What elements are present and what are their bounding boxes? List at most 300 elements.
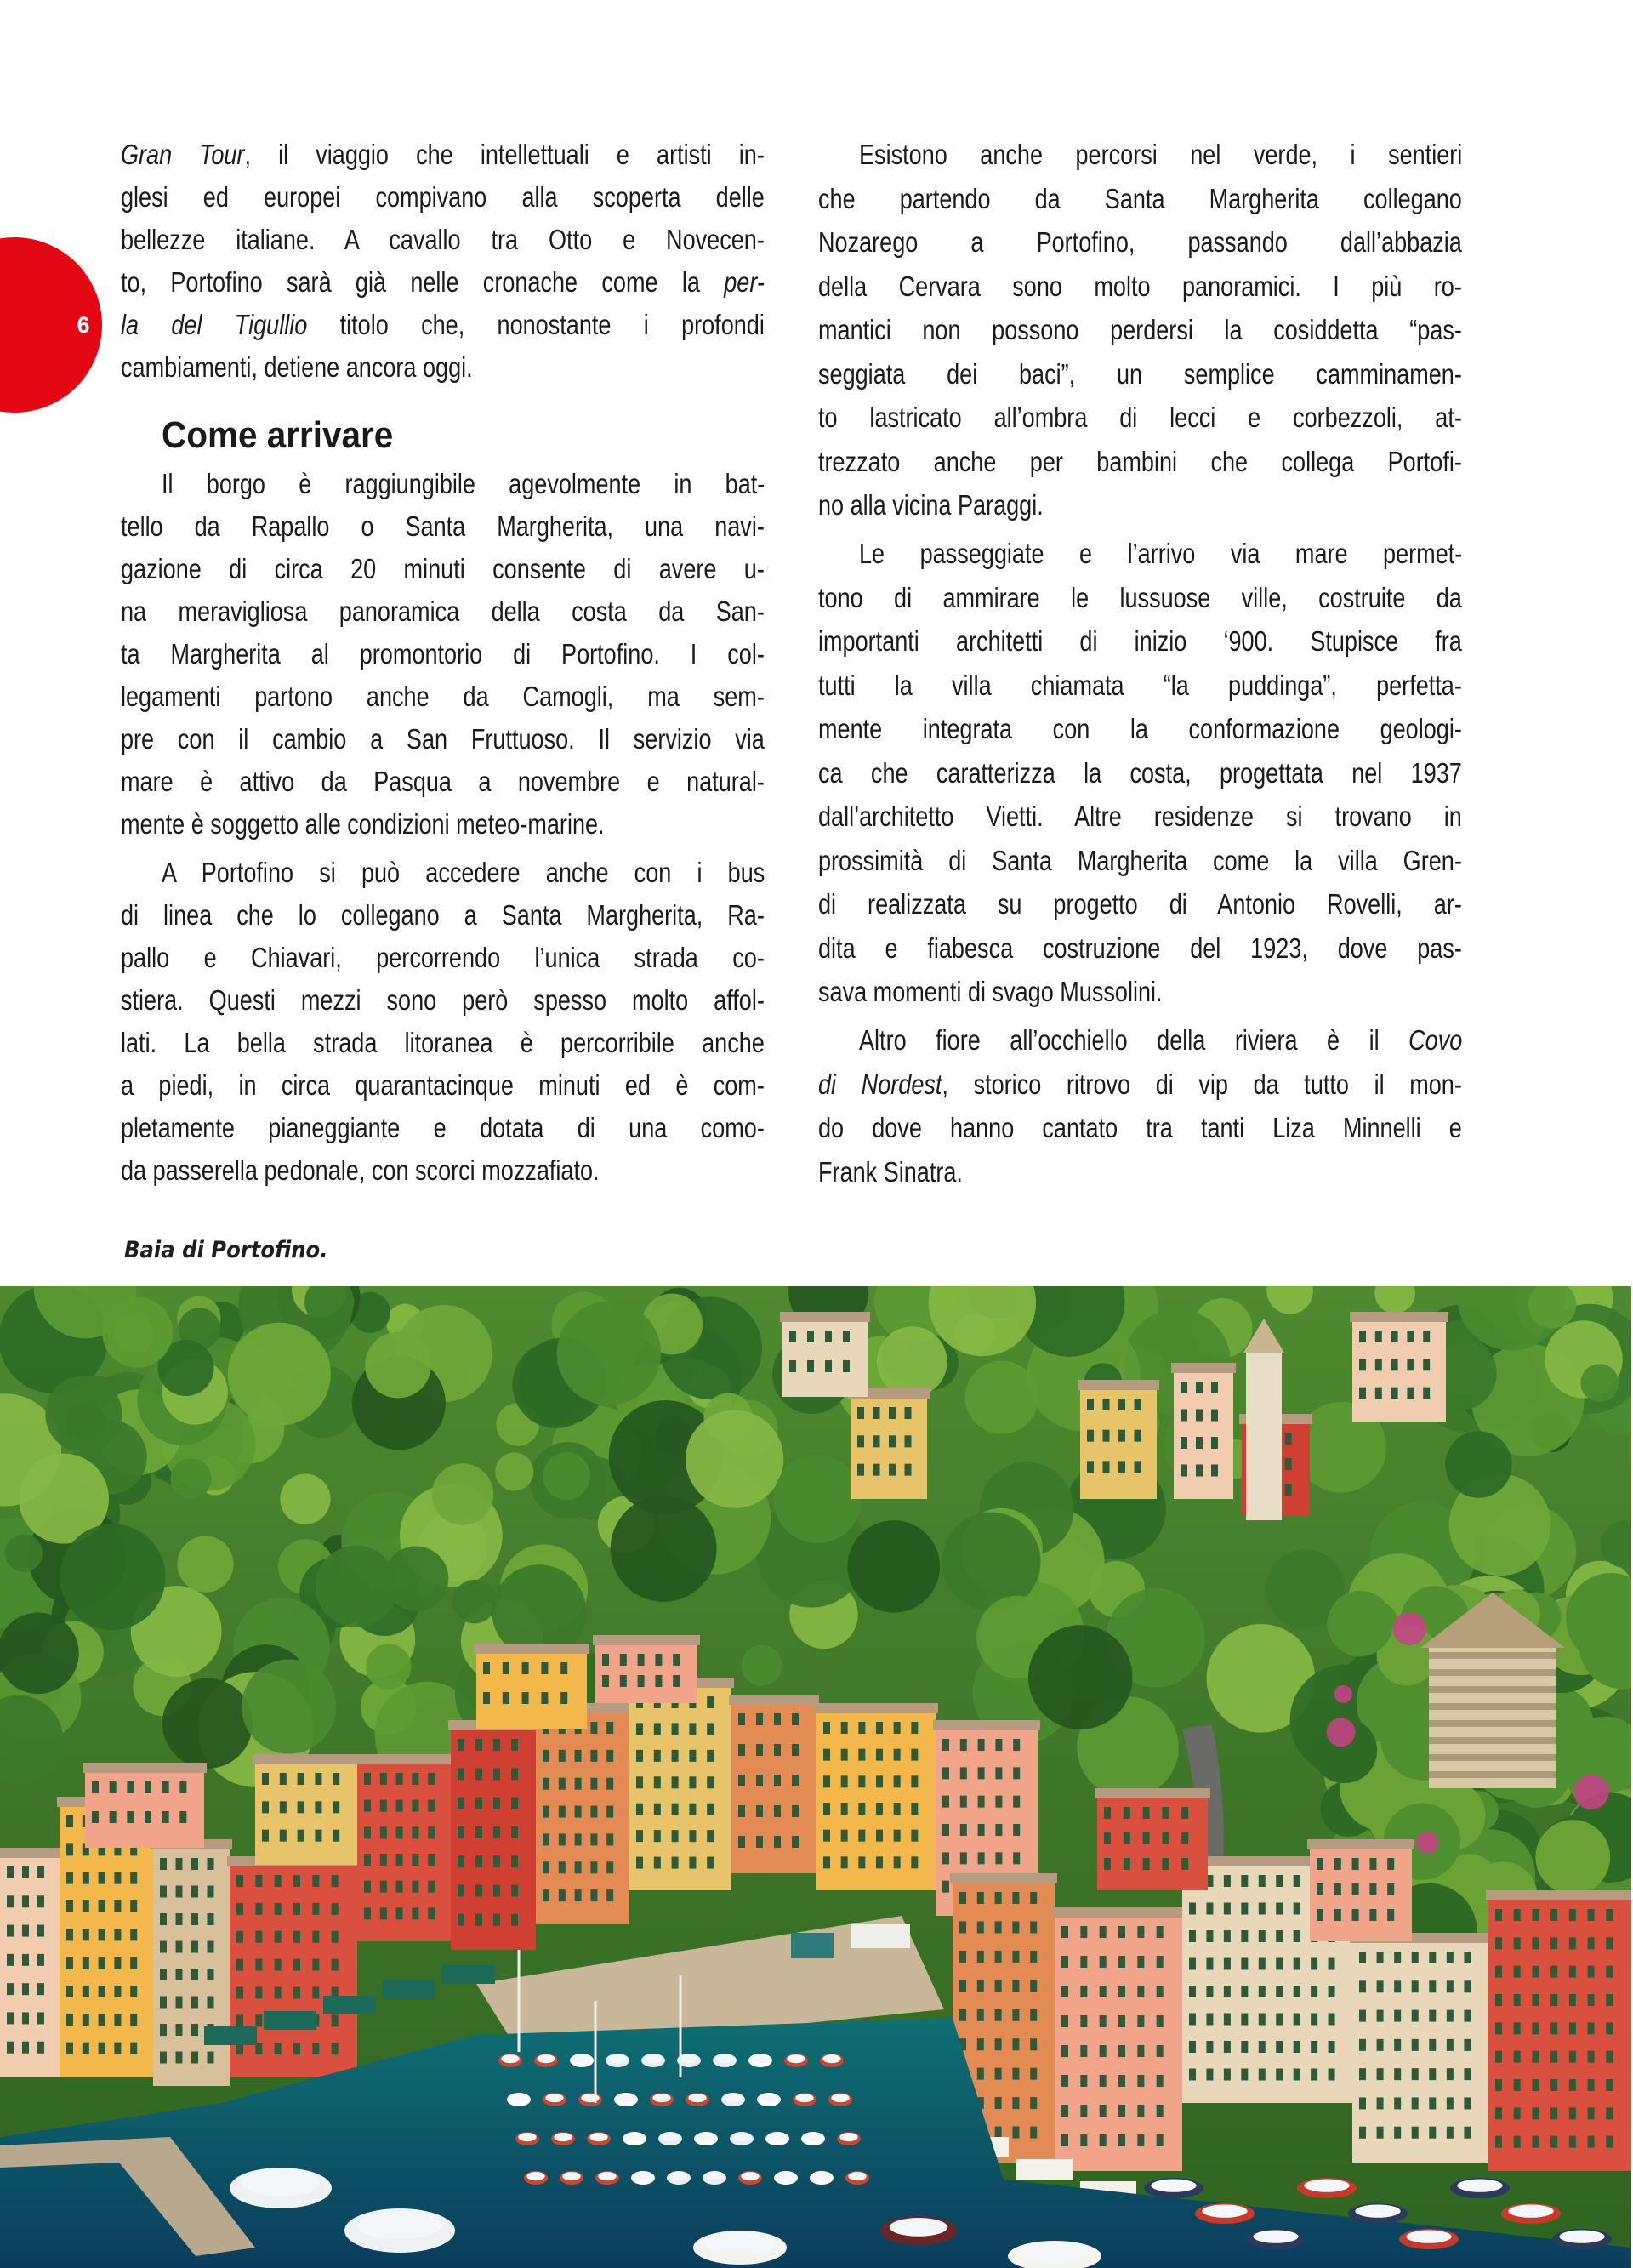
boat-deck [1355,2204,1400,2217]
window-shutter [1464,2097,1471,2109]
window-shutter [977,1980,984,1992]
window-shutter [1080,2045,1087,2057]
text-line-content: Il borgo è raggiungibile agevolmente in bat- [162,468,765,499]
window-shutter [689,1804,696,1815]
text-line [818,396,1462,439]
window-shutter [1013,1852,1020,1864]
text-line [121,633,765,675]
window-shutter [176,2024,183,2036]
window-shutter [1407,1388,1414,1399]
boat-deck [777,2172,794,2180]
window-shutter [130,2043,137,2054]
boat-deck [831,2094,849,2102]
window-shutter [1394,2097,1401,2109]
window-shutter [543,1861,549,1873]
text-line-content: mare è attivo da Pasqua a novembre e natural- [121,766,765,797]
window-shutter [911,1830,918,1842]
window-shutter [843,1360,850,1372]
window-shutter [255,1903,262,1915]
window-shutter [511,1884,518,1896]
boat-deck [1508,2204,1553,2217]
window-shutter [654,1804,661,1815]
window-shutter [1211,1437,1218,1449]
window-shutter [1157,2134,1164,2146]
window-shutter [1224,1958,1231,1970]
window-shutter [1532,1966,1539,1978]
section-heading: Come arrivare [162,414,394,456]
window-shutter [858,1775,865,1787]
window-shutter [1224,1930,1231,1942]
window-shutter [1137,1956,1144,1968]
window-shutter [191,1913,198,1925]
window-shutter [458,1884,464,1896]
window-shutter [995,2009,1002,2021]
window-shutter [707,1776,714,1788]
window-shutter [1118,1461,1125,1473]
window-shutter [1359,2039,1366,2051]
window-shutter [483,1662,490,1674]
window-shutter [1162,1832,1169,1844]
window-shutter [1100,2134,1107,2146]
window-shutter [1294,2041,1300,2053]
window-shutter [1429,1980,1436,1992]
window-shutter [1569,1966,1576,1978]
text-line [121,937,765,979]
window-shutter [1606,2136,1613,2148]
text-line [121,1022,765,1064]
text-line-content: ta Margherita al promontorio di Portofino. I col- [121,638,765,670]
roof [253,1754,360,1764]
window-shutter [774,1713,781,1725]
window-shutter [396,1881,403,1893]
window-shutter [590,1861,597,1873]
text-line-content: pletamente pianeggiante e dotata di una como- [121,1112,765,1143]
window-shutter [298,1830,304,1842]
window-shutter [590,1778,597,1790]
window-shutter [606,1861,613,1873]
window-shutter [942,1824,949,1836]
window-shutter [1514,1937,1521,1949]
text-line-content: tello da Rapallo o Santa Margherita, una navi- [121,510,765,542]
window-shutter [1588,2107,1595,2119]
window-shutter [255,1875,262,1887]
text-line-content: sava momenti di svago Mussolini. [818,976,1163,1007]
window-shutter [1412,2039,1419,2051]
window-shutter [894,1856,901,1868]
window-shutter [995,1980,1002,1992]
window-shutter [380,1800,387,1812]
text-line-content: Esistono anche percorsi nel verde, i sentieri [859,139,1463,170]
window-shutter [1137,1926,1144,1938]
window-shutter [756,1775,763,1786]
window-shutter [1412,1952,1419,1963]
window-shutter [1532,2079,1539,2091]
window-shutter [114,1929,121,1940]
window-shutter [364,1881,371,1893]
window-shutter [672,1776,679,1788]
window-shutter [1030,1921,1037,1933]
window-shutter [22,2012,29,2024]
window-shutter [978,1824,985,1836]
white-umbrella [851,1924,910,1948]
window-shutter [636,1804,643,1815]
window-shutter [1181,1382,1187,1393]
window-shutter [312,1986,319,1998]
window-shutter [1394,2127,1401,2139]
window-shutter [1012,2097,1019,2109]
text-line [121,548,765,590]
window-shutter [522,1692,529,1704]
window-shutter [1514,2079,1521,2091]
window-shutter [1606,2107,1613,2119]
window-shutter [312,1875,319,1887]
window-shutter [1359,2010,1366,2022]
window-shutter [275,1931,282,1943]
flower-bush [1573,1775,1608,1809]
window-shutter [1550,1909,1557,1921]
window-shutter [22,1925,29,1937]
window-shutter [911,1775,918,1787]
window-shutter [575,1861,582,1873]
flower-bush [1393,1612,1426,1645]
window-shutter [942,1796,949,1808]
text-line [121,1107,765,1149]
window-shutter [1030,2127,1037,2139]
window-shutter [511,1798,518,1809]
text-line-content: do dove hanno cantato tra tanti Liza Minnelli e [818,1112,1462,1143]
window-shutter [792,1805,799,1817]
window-shutter [792,1836,799,1848]
window-shutter [1550,2079,1557,2091]
window-shutter [977,1892,984,1904]
window-shutter [1532,1994,1539,2006]
window-shutter [458,1914,464,1926]
roof [950,1873,1057,1883]
window-shutter [825,1331,832,1342]
window-shutter [857,1435,864,1447]
window-shutter [905,1407,912,1419]
window-shutter [1387,1858,1394,1870]
text-line [121,675,765,718]
window-shutter [654,1857,661,1869]
window-shutter [1412,2127,1419,2139]
window-shutter [130,1929,137,1940]
window-shutter [1569,2051,1576,2063]
boat-deck [768,2133,786,2141]
window-shutter [1224,1986,1231,1997]
text-line [121,718,765,761]
window-shutter [1412,1980,1419,1992]
awning [323,1996,376,2014]
window-shutter [483,1692,490,1704]
text-line-content: na meravigliosa panoramica della costa da San- [121,595,765,627]
boat-deck [572,2054,590,2063]
window-shutter [332,1931,339,1943]
window-shutter [1464,2010,1471,2022]
window-shutter [756,1744,763,1756]
window-shutter [1100,2045,1107,2057]
window-shutter [876,1775,883,1787]
window-shutter [1429,2010,1436,2022]
window-shutter [1391,1359,1398,1370]
window-shutter [995,1951,1002,1963]
window-shutter [995,2038,1002,2050]
window-shutter [1241,1875,1248,1887]
window-shutter [458,1798,464,1809]
text-line [121,590,765,633]
window-shutter [1317,1883,1323,1895]
window-shutter [1550,2022,1557,2034]
window-shutter [1087,1430,1094,1442]
window-shutter [208,1941,214,1953]
window-shutter [1259,2014,1266,2026]
window-shutter [672,1804,679,1815]
boat-deck [1406,2230,1451,2242]
window-shutter [756,1836,763,1848]
boat-deck [518,2133,536,2141]
window-shutter [1206,1958,1213,1970]
awning [204,2026,257,2045]
window-shutter [792,1775,799,1786]
window-shutter [1181,1410,1187,1422]
window-shutter [208,1969,214,1980]
church-stripe [1429,1686,1556,1693]
window-shutter [1359,1359,1366,1370]
window-shutter [7,1954,14,1966]
window-shutter [1030,2068,1037,2080]
window-shutter [1241,2069,1248,2081]
window-shutter [1606,1909,1613,1921]
roof [729,1695,819,1705]
window-shutter [1181,1807,1188,1819]
window-shutter [977,1951,984,1963]
window-shutter [1375,1331,1382,1342]
text-line-content: lati. La bella strada litoranea è percorribile anche [121,1027,765,1058]
window-shutter [83,2014,89,2026]
window-shutter [1311,2069,1317,2081]
window-shutter [380,1907,387,1919]
text-line [121,219,765,261]
window-shutter [255,2014,262,2026]
window-shutter [1080,2105,1087,2117]
window-shutter [293,1903,300,1915]
window-shutter [894,1775,901,1787]
window-shutter [1429,2039,1436,2051]
window-shutter [1103,1461,1110,1473]
window-shutter [876,1722,883,1734]
boat-deck [554,2133,572,2141]
tree-canopy [543,1452,590,1500]
window-shutter [145,1781,151,1793]
window-shutter [841,1856,848,1868]
window-shutter [575,1889,582,1901]
window-shutter [1276,2041,1283,2053]
window-shutter [99,2014,105,2026]
window-shutter [458,1826,464,1838]
window-shutter [575,1778,582,1790]
window-shutter [1137,2105,1144,2117]
window-shutter [894,1722,901,1734]
window-shutter [1189,1930,1196,1942]
window-shutter [1224,1875,1231,1887]
window-shutter [1189,1986,1196,1997]
window-shutter [1532,2107,1539,2119]
window-shutter [1606,2022,1613,2034]
window-shutter [1359,2097,1366,2109]
text-line-content: Altro fiore all’occhiello della riviera è il Covo [859,1024,1463,1056]
window-shutter [1329,1986,1335,1997]
window-shutter [493,1739,500,1751]
window-shutter [312,2043,319,2054]
window-shutter [176,1997,183,2009]
window-shutter [1588,2022,1595,2034]
church-stripe [1429,1737,1556,1744]
window-shutter [1206,2069,1213,2081]
window-shutter [1259,1986,1266,1997]
window-shutter [1359,1388,1366,1399]
window-shutter [1259,1903,1266,1915]
window-shutter [590,1889,597,1901]
window-shutter [1124,1858,1130,1870]
window-shutter [541,1662,548,1674]
window-shutter [160,2024,167,2036]
window-shutter [66,1929,73,1940]
window-shutter [1588,2079,1595,2091]
boat-deck [644,2054,662,2063]
text-line-content: stiera. Questi mezzi sono però spesso molto affol- [121,984,765,1016]
window-shutter [1061,1956,1068,1968]
window-shutter [315,1830,321,1842]
church-facade [1429,1644,1556,1788]
window-shutter [857,1407,864,1419]
window-shutter [654,1830,661,1842]
window-shutter [293,2043,300,2054]
window-shutter [1080,2015,1087,2027]
window-shutter [1294,1903,1300,1915]
text-line-content: seggiata dei baci”, un semplice camminamen- [818,357,1462,390]
window-shutter [1137,2015,1144,2027]
window-shutter [823,1722,830,1734]
text-line [121,761,765,803]
window-shutter [1311,2041,1317,2053]
window-shutter [1181,1465,1187,1477]
boat-deck [537,2054,555,2063]
window-shutter [236,1903,243,1915]
window-shutter [575,1750,582,1762]
window-shutter [1259,1875,1266,1887]
window-shutter [1317,1909,1323,1921]
window-shutter [1012,2127,1019,2139]
window-shutter [636,1857,643,1869]
window-shutter [1241,1930,1248,1942]
window-shutter [380,1773,387,1785]
window-shutter [1012,2038,1019,2050]
text-line [818,577,1462,619]
window-shutter [1061,1926,1068,1938]
window-shutter [841,1722,848,1734]
harbor-illustration [0,1286,1631,2268]
window-shutter [160,1969,167,1980]
window-shutter [1143,1807,1150,1819]
text-line [121,261,765,304]
window-shutter [1429,2127,1436,2139]
boat-deck [760,2094,777,2102]
church-stripe [1429,1720,1556,1727]
window-shutter [176,1913,183,1925]
window-shutter [1394,2010,1401,2022]
window-shutter [332,2043,339,2054]
roof [1171,1363,1236,1373]
window-shutter [1588,1909,1595,1921]
window-shutter [876,1856,883,1868]
boat-deck [526,2172,544,2180]
text-line [859,1019,1462,1062]
window-shutter [1550,2136,1557,2148]
boat-deck [890,2218,947,2237]
window-shutter [1181,1832,1188,1844]
window-shutter [1162,1807,1169,1819]
window-shutter [959,1921,966,1933]
window-shutter [1118,2015,1125,2027]
window-shutter [493,1826,500,1838]
text-line-content: mente è soggetto alle condizioni meteo-marine. [121,808,605,840]
window-shutter [1124,1807,1130,1819]
tree-canopy [495,1452,533,1490]
window-shutter [789,1360,796,1372]
window-shutter [1311,1958,1317,1970]
window-shutter [22,1895,29,1907]
window-shutter [1196,1410,1203,1422]
window-shutter [380,1826,387,1838]
window-shutter [503,1662,509,1674]
window-shutter [1206,1930,1213,1942]
window-shutter [1100,2105,1107,2117]
text-line [818,178,1462,220]
window-shutter [672,1857,679,1869]
window-shutter [995,2097,1002,2109]
window-shutter [1514,2107,1521,2119]
window-shutter [114,2043,121,2054]
window-shutter [1377,2068,1384,2080]
boat-deck [839,2133,857,2141]
window-shutter [1012,1892,1019,1904]
window-shutter [636,1750,643,1762]
window-shutter [1294,2014,1300,2026]
window-shutter [1569,2107,1576,2119]
window-shutter [114,1957,121,1969]
window-shutter [428,1800,435,1812]
tree-canopy [1580,1364,1619,1402]
window-shutter [1080,1986,1087,1997]
window-shutter [1143,1858,1150,1870]
boat-deck [812,2172,830,2180]
text-line [818,840,1462,882]
window-shutter [1224,2069,1231,2081]
text-line [818,441,1462,483]
window-shutter [1189,1958,1196,1970]
window-shutter [332,1903,339,1915]
window-shutter [673,1675,680,1687]
awning [1016,2159,1073,2180]
tree-canopy [366,1644,412,1690]
window-shutter [1211,1410,1218,1422]
window-shutter [83,1957,89,1969]
tree-canopy [742,1645,782,1686]
roof [474,1644,589,1654]
window-shutter [1157,2105,1164,2117]
window-shutter [707,1723,714,1735]
window-shutter [37,1895,44,1907]
